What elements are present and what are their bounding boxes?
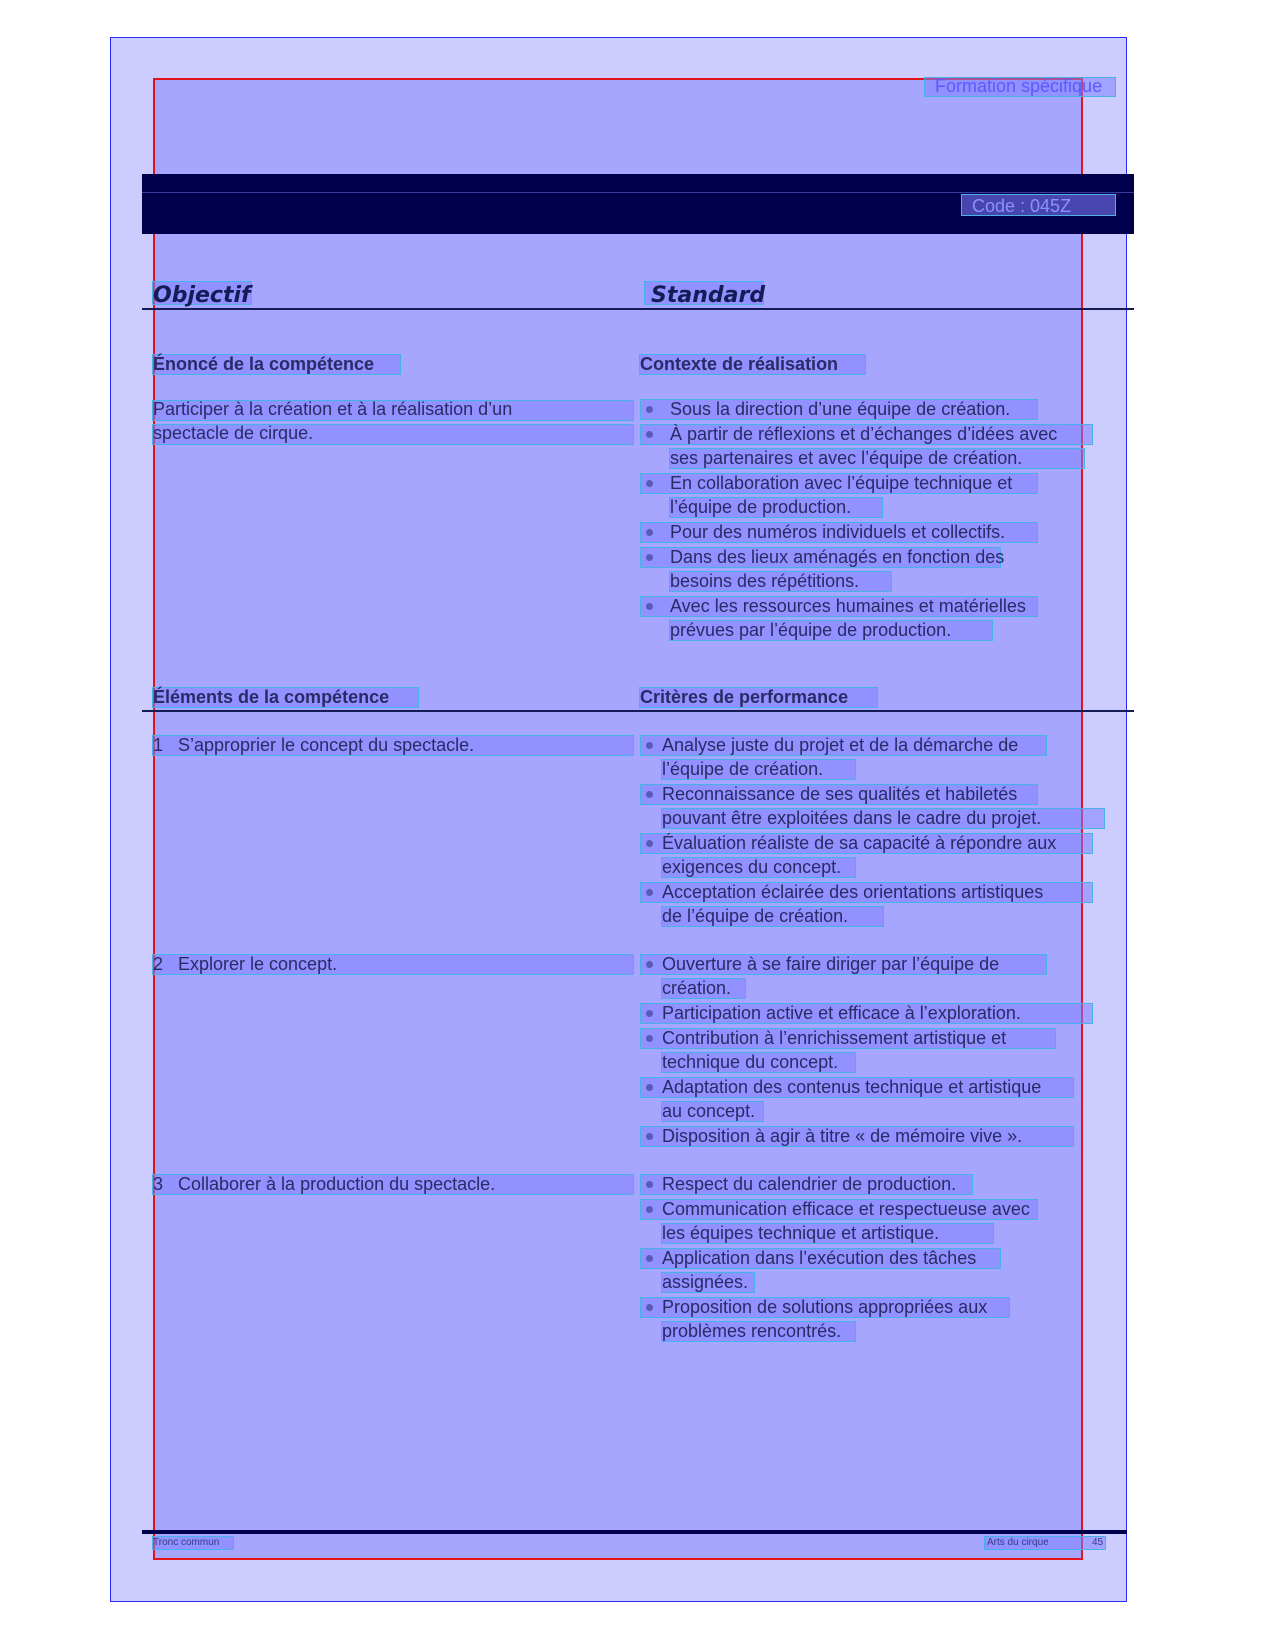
element-text: Explorer le concept. — [178, 954, 338, 974]
criterion-text: Proposition de solutions appropriées aux — [662, 1297, 988, 1317]
footer-left: Tronc commun — [153, 1537, 220, 1548]
competence-text: Participer à la création et à la réalisation d’un — [153, 399, 513, 419]
contexte-item-text: Dans des lieux aménagés en fonction des — [670, 547, 1005, 567]
course-code: Code : 045Z — [972, 196, 1072, 216]
contexte-item-text: Pour des numéros individuels et collectifs. — [670, 522, 1006, 542]
contexte-label: Contexte de réalisation — [640, 354, 839, 374]
criteres-label: Critères de performance — [640, 687, 849, 707]
elements-label: Éléments de la compétence — [153, 687, 390, 707]
footer-rule — [142, 1530, 1127, 1534]
criterion-text: assignées. — [662, 1272, 749, 1292]
heading-objectif: Objectif — [153, 283, 251, 308]
header-divider — [142, 192, 1134, 193]
criterion-text: Analyse juste du projet et de la démarche de — [662, 735, 1019, 755]
criterion-text: Contribution à l’enrichissement artistique et — [662, 1028, 1007, 1048]
element-text: Collaborer à la production du spectacle. — [178, 1174, 496, 1194]
element-number: 3 — [153, 1174, 164, 1194]
criterion-text: Respect du calendrier de production. — [662, 1174, 957, 1194]
criterion-text: Évaluation réaliste de sa capacité à répondre aux — [662, 833, 1057, 853]
criterion-text: exigences du concept. — [662, 857, 842, 877]
section-rule — [142, 710, 1134, 712]
contexte-item-text: besoins des répétitions. — [670, 571, 860, 591]
contexte-item-text: prévues par l’équipe de production. — [670, 620, 952, 640]
contexte-item-text: À partir de réflexions et d’échanges d’idées avec — [670, 424, 1058, 444]
criterion-text: de l’équipe de création. — [662, 906, 849, 926]
competence-text: spectacle de cirque. — [153, 423, 314, 443]
criterion-text: pouvant être exploitées dans le cadre du projet. — [662, 808, 1042, 828]
document-section-label: Formation spécifique — [935, 76, 1103, 96]
page-number: 45 — [1092, 1537, 1104, 1548]
element-number: 2 — [153, 954, 164, 974]
criterion-text: Participation active et efficace à l’exploration. — [662, 1003, 1021, 1023]
contexte-item-text: Avec les ressources humaines et matérielles — [670, 596, 1026, 616]
contexte-item-text: Sous la direction d’une équipe de création. — [670, 399, 1011, 419]
criterion-text: Adaptation des contenus technique et artistique — [662, 1077, 1042, 1097]
contexte-item-text: En collaboration avec l’équipe technique et — [670, 473, 1013, 493]
footer-right: Arts du cirque — [987, 1537, 1049, 1548]
element-number: 1 — [153, 735, 164, 755]
criterion-text: Communication efficace et respectueuse avec — [662, 1199, 1030, 1219]
competence-label: Énoncé de la compétence — [153, 354, 375, 374]
criterion-text: les équipes technique et artistique. — [662, 1223, 940, 1243]
heading-rule — [142, 308, 1134, 310]
heading-standard: Standard — [651, 283, 766, 308]
criterion-text: Disposition à agir à titre « de mémoire vive ». — [662, 1126, 1023, 1146]
criterion-text: l’équipe de création. — [662, 759, 824, 779]
criterion-text: Reconnaissance de ses qualités et habiletés — [662, 784, 1018, 804]
criterion-text: création. — [662, 978, 732, 998]
element-text: S’approprier le concept du spectacle. — [178, 735, 475, 755]
criterion-text: problèmes rencontrés. — [662, 1321, 842, 1341]
criterion-text: au concept. — [662, 1101, 756, 1121]
criterion-text: Acceptation éclairée des orientations artistiques — [662, 882, 1044, 902]
criterion-text: Ouverture à se faire diriger par l’équipe de — [662, 954, 1000, 974]
contexte-item-text: ses partenaires et avec l’équipe de création. — [670, 448, 1023, 468]
contexte-item-text: l’équipe de production. — [670, 497, 852, 517]
criterion-text: technique du concept. — [662, 1052, 839, 1072]
criterion-text: Application dans l’exécution des tâches — [662, 1248, 977, 1268]
